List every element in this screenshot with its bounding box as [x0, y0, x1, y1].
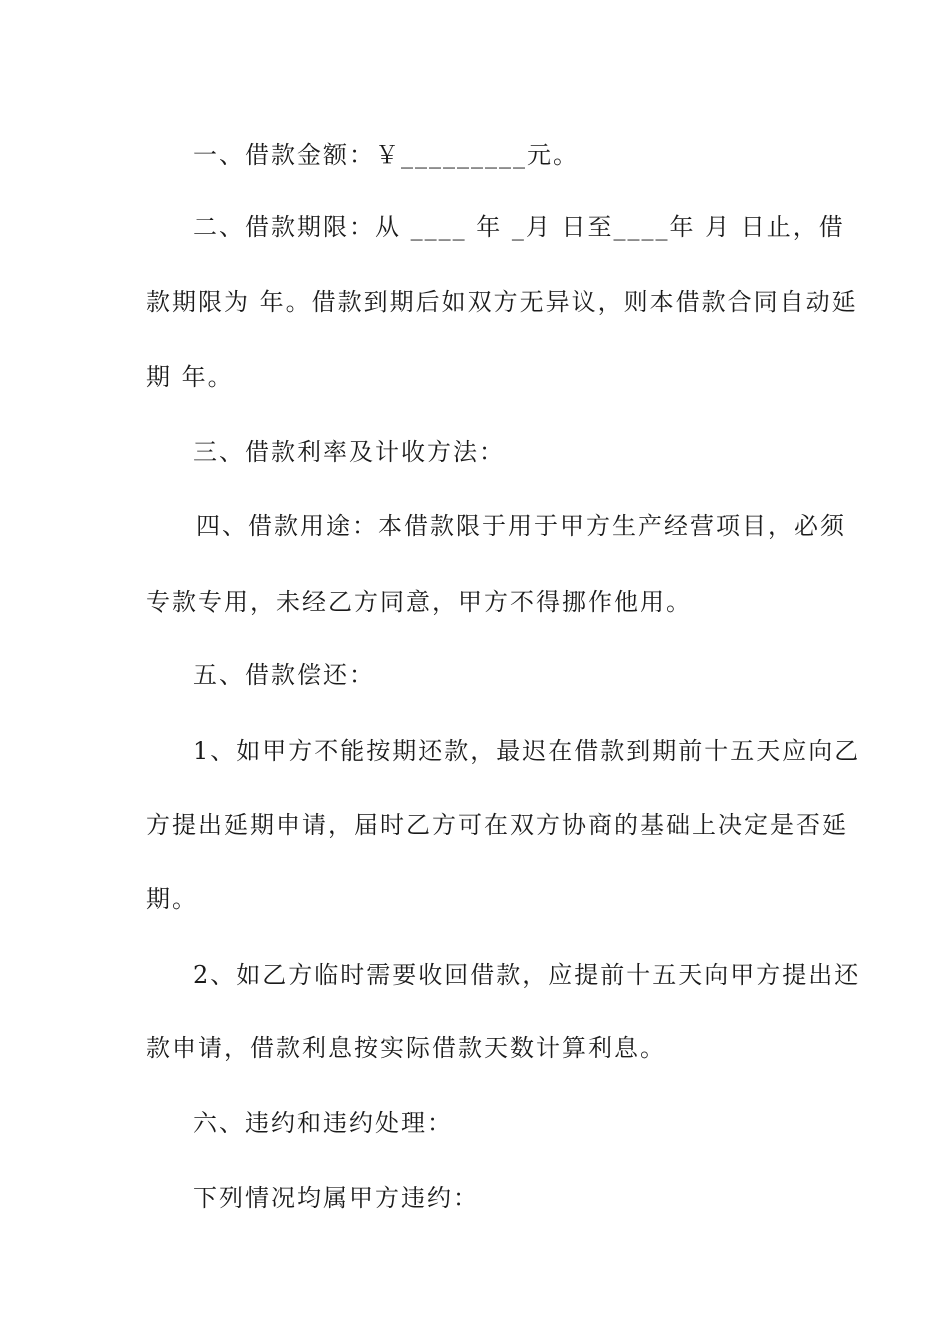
clause-loan-term-cont-1: 款期限为 年。借款到期后如双方无异议，则本借款合同自动延: [146, 288, 858, 316]
clause-loan-term: 二、借款期限：从 ____ 年 _月 日至____年 月 日止，借: [193, 213, 845, 241]
clause-breach: 六、违约和违约处理：: [193, 1109, 453, 1137]
repayment-item-2-cont: 款申请，借款利息按实际借款天数计算利息。: [146, 1034, 666, 1062]
clause-loan-term-cont-2: 期 年。: [146, 363, 234, 391]
clause-loan-amount: 一、借款金额：￥_________元。: [193, 141, 579, 169]
repayment-item-1: 1、如甲方不能按期还款，最迟在借款到期前十五天应向乙: [193, 737, 861, 765]
repayment-item-1-cont-2: 期。: [146, 885, 198, 913]
breach-intro: 下列情况均属甲方违约：: [193, 1184, 479, 1212]
repayment-item-2: 2、如乙方临时需要收回借款，应提前十五天向甲方提出还: [193, 961, 861, 989]
clause-loan-purpose: 四、借款用途：本借款限于用于甲方生产经营项目，必须: [196, 512, 846, 540]
clause-repayment: 五、借款偿还：: [193, 661, 375, 689]
repayment-item-1-cont-1: 方提出延期申请，届时乙方可在双方协商的基础上决定是否延: [146, 811, 848, 839]
clause-loan-purpose-cont: 专款专用，未经乙方同意，甲方不得挪作他用。: [146, 588, 692, 616]
clause-interest-rate: 三、借款利率及计收方法：: [193, 438, 505, 466]
